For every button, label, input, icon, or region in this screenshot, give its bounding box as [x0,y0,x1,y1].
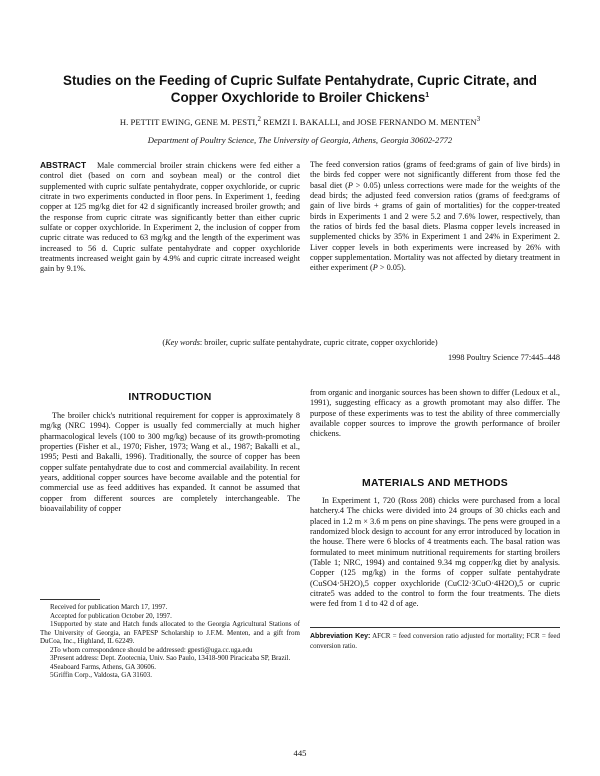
footnote-1: 1Supported by state and Hatch funds allocated to the Georgia Agricultural Stations of The University of Georgia, an FAPESP Scholarship to J.F.M. Menten, and a gift from DuCoa, Inc., Highland, IL 62249. [40,620,300,645]
title-line-1: Studies on the Feeding of Cupric Sulfate Pentahydrate, Cupric Citrate, and [63,73,537,88]
affiliation: Department of Poultry Science, The University of Georgia, Athens, Georgia 30602-2772 [147,135,453,145]
page-number: 445 [293,748,307,758]
abbreviation-text: AFCR = feed conversion ratio adjusted for mortality; FCR = feed conversion ratio. [310,632,560,650]
article-title [40,72,560,106]
abbreviation-label: Abbreviation Key: [310,633,371,640]
introduction-paragraph: The broiler chick's nutritional requirement for copper is approximately 8 mg/kg (NRC 1994). Copper is usually fed commercially at much higher pharmacological levels (100 to 300 mg/kg) because of its growth-promoting properties (Fisher et al., 1970; Fisher, 1973; Wang et al., 1987; Bakalli et al., 1995; Pesti and Bakalli, 1996). Traditionally, the source of copper has been copper sulfate pentahydrate due to cost and commercial availability. In recent years, additional copper sources have become available and the potential for commercial use as feed additives has expanded. It cannot be assumed that copper from different sources are completely interchangeable. The bioavailability of copper [40,411,300,514]
footnote-5: 5Griffin Corp., Valdosta, GA 31603. [50,671,153,679]
abbreviation-key [310,632,560,650]
methods-text [310,496,560,610]
abstract-right-text-c: > 0.05). [377,263,406,273]
journal-reference: 1998 Poultry Science 77:445–448 [447,353,560,362]
footnotes [40,603,300,680]
keywords: (Key words: broiler, cupric sulfate pentahydrate, cupric citrate, copper oxychloride) [162,338,438,347]
footnote-3: 3Present address: Dept. Zootecnia, Univ. Sao Paulo, 13418-900 Piracicaba SP, Brazil. [50,654,291,662]
author-list [40,117,560,127]
abstract-right-column [310,160,560,274]
introduction-paragraph-continued: from organic and inorganic sources has been shown to differ (Ledoux et al., 1991), suggesting efficacy as a growth promotant may also differ. The purpose of these experiments was to test the ability of three commercially available copper sources to improve the growth performance of broiler chickens. [310,388,560,439]
abstract-heading: ABSTRACT [40,160,87,170]
authors-part-1: H. PETTIT EWING, GENE M. PESTI, [119,117,258,127]
abstract-left-column [40,160,300,275]
footnote-divider [40,599,100,600]
title-line-2: Copper Oxychloride to Broiler Chickens [170,90,426,105]
abstract-right-text-b: > 0.05) unless corrections were made for the weights of the dead birds; the adjusted feed conversion ratios (grams of feed:grams of gain of live birds + grams of gain of mortalities) for the copper-treated birds in Experiments 1 and 2 were 5.2 and 7.6% lower, respectively, than the ratios of birds fed the basal diets. Plasma copper levels increased in supplemented chicks by 35% in Experiment 1 and 24% in Experiment 2. Liver copper levels in both experiments were increased by 26% with copper supplementation. Mortality was not affected by dietary treatment in either experiment ( [310,180,560,273]
methods-heading: MATERIALS AND METHODS [362,478,508,489]
keywords-text: : broiler, cupric sulfate pentahydrate, cupric citrate, copper oxychloride) [199,338,438,347]
author-footnote-mark-2: 2 [257,115,262,123]
footnote-received: Received for publication March 17, 1997. [50,603,168,611]
author-footnote-mark-3: 3 [476,115,481,123]
introduction-heading: INTRODUCTION [128,392,212,403]
keywords-label: Key words [165,338,200,347]
abstract-left-text: Male commercial broiler strain chickens were fed either a control diet (based on corn and soybean meal) or the control diet supplemented with cupric sulfate pentahydrate, copper oxychloride, or cupric citrate in two experiments conducted in floor pens. In Experiment 1, feeding copper at 125 mg/kg diet for 42 d significantly increased broiler growth; and the response from cupric citrate was significantly better than either cupric sulfate or copper oxychloride. In Experiment 2, the inclusion of copper from cupric citrate was reduced to 63 mg/kg and the length of the experiment was increased to 56 d. Cupric sulfate pentahydrate and copper oxychloride treatments increased weight gain by 4.9% and cupric citrate increased weight gain by 9.1%. [40,161,301,274]
abstract-right-text-a: The feed conversion ratios (grams of feed:grams of gain of live birds) in the birds fed copper were not significantly different from those fed the basal diet ( [310,160,560,190]
abbreviation-divider [310,627,560,628]
introduction-text [40,411,300,514]
footnote-4: 4Seaboard Farms, Athens, GA 30606. [50,662,156,671]
methods-paragraph: In Experiment 1, 720 (Ross 208) chicks were purchased from a local hatchery.4 The chicks were divided into 24 groups of 30 chicks each and placed in 1.2 m × 3.6 m pens on pine shavings. The pens were grouped in a randomized block design to account for any error introduced by location in the house. There were 6 blocks of 4 treatments each. The basal ration was formulated to meet minimum nutritional requirements for starting broilers (Table 1; NRC, 1994) and contained 9.34 mg copper/kg diet by analysis. Copper (125 mg/kg) in the forms of copper sulfate pentahydrate (CuSO4·5H2O),5 copper oxychloride (CuCl2·3CuO·4H2O),5 or cupric citrate5 was added to the control to form the four treatments. The diets were fed from 1 d to 42 d of age. [310,496,560,609]
title-footnote-mark: 1 [425,92,430,99]
introduction-continued [310,388,560,440]
footnote-2: 2To whom correspondence should be addressed: gpesti@uga.cc.uga.edu [50,645,253,654]
footnote-accepted: Accepted for publication October 20, 1997. [50,611,172,620]
authors-part-2: REMZI I. BAKALLI, and JOSE FERNANDO M. MENTEN [261,117,477,127]
p-value-symbol: P [372,263,378,273]
p-value-symbol: P [347,180,353,190]
